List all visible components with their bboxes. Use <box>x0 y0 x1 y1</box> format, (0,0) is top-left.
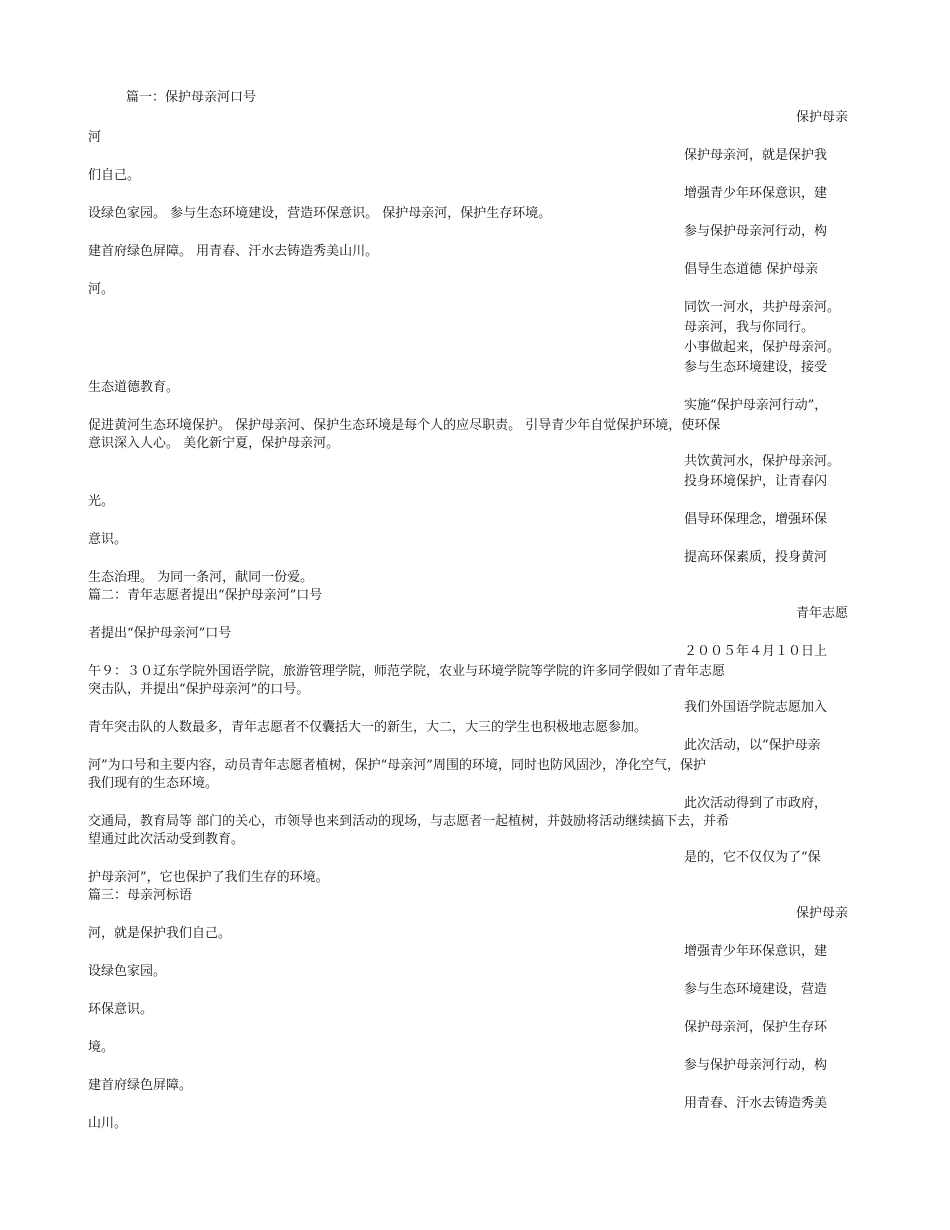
text-line: 参与保护母亲河行动，构 <box>684 224 828 239</box>
text-line: 参与保护母亲河行动，构 <box>684 1058 828 1073</box>
text-line: 青年志愿 <box>796 606 849 621</box>
text-line: 保护母亲 <box>796 906 849 921</box>
text-line: 境。 <box>88 1040 115 1055</box>
text-line: 保护母亲河，保护生存环 <box>684 1020 828 1035</box>
text-line: 同饮一河水，共护母亲河。 <box>684 300 841 315</box>
text-line: 午９：３０辽东学院外国语学院，旅游管理学院，师范学院，农业与环境学院等学院的许多同学假如了青年志愿 <box>88 664 726 679</box>
text-line: 是的，它不仅仅为了“保 <box>684 850 821 865</box>
text-line: 光。 <box>88 494 115 509</box>
text-line: 突击队，并提出“保护母亲河”的口号。 <box>88 682 310 697</box>
text-line: 母亲河，我与你同行。 <box>684 320 815 335</box>
text-line: 河 <box>88 130 102 145</box>
text-line: 生态治理。 为同一条河，献同一份爱。 <box>88 570 314 585</box>
text-line: 意识深入人心。 美化新宁夏，保护母亲河。 <box>88 436 340 451</box>
text-line: 保护母亲河，就是保护我 <box>684 148 828 163</box>
text-line: 青年突击队的人数最多，青年志愿者不仅囊括大一的新生，大二，大三的学生也积极地志愿参加。 <box>88 720 648 735</box>
text-line: 设绿色家园。 <box>88 964 167 979</box>
text-line: 设绿色家园。 参与生态环境建设，营造环保意识。 保护母亲河，保护生存环境。 <box>88 206 552 221</box>
text-line: 共饮黄河水，保护母亲河。 <box>684 454 841 469</box>
text-line: 我们外国语学院志愿加入 <box>684 700 828 715</box>
text-line: 增强青少年环保意识，建 <box>684 944 828 959</box>
text-line: 环保意识。 <box>88 1002 154 1017</box>
text-line: 河”为口号和主要内容，动员青年志愿者植树，保护“母亲河”周围的环境，同时也防风固沙，净化空气，保护 <box>88 758 706 773</box>
text-line: 们自己。 <box>88 168 141 183</box>
text-line: 河。 <box>88 282 115 297</box>
text-line: 倡导生态道德 保护母亲 <box>684 262 819 277</box>
text-line: 生态道德教育。 <box>88 380 180 395</box>
text-line: 河，就是保护我们自己。 <box>88 926 232 941</box>
section-heading: 篇三：母亲河标语 <box>88 888 193 903</box>
text-line: 投身环境保护，让青春闪 <box>684 474 828 489</box>
text-line: 建首府绿色屏障。 <box>88 1078 193 1093</box>
text-line: 交通局，教育局等 部门的关心，市领导也来到活动的现场，与志愿者一起植树，并鼓励将活动继续搞下去，并希 <box>88 814 730 829</box>
text-line: 提高环保素质，投身黄河 <box>684 550 828 565</box>
text-line: 护母亲河”，它也保护了我们生存的环境。 <box>88 870 329 885</box>
text-line: 增强青少年环保意识，建 <box>684 186 828 201</box>
text-line: 参与生态环境建设，营造 <box>684 982 828 997</box>
text-line: 我们现有的生态环境。 <box>88 776 219 791</box>
text-line: 望通过此次活动受到教育。 <box>88 832 245 847</box>
text-line: 倡导环保理念，增强环保 <box>684 512 828 527</box>
text-line: 促进黄河生态环境保护。 保护母亲河、保护生态环境是每个人的应尽职责。 引导青少年自觉保护环境，使环保 <box>88 418 721 433</box>
text-line: ２００５年４月１０日上 <box>684 644 828 659</box>
text-line: 此次活动得到了市政府， <box>684 796 828 811</box>
text-line: 者提出“保护母亲河”口号 <box>88 626 232 641</box>
text-line: 此次活动，以“保护母亲 <box>684 738 821 753</box>
text-line: 用青春、汗水去铸造秀美 <box>684 1096 828 1111</box>
text-line: 参与生态环境建设，接受 <box>684 360 828 375</box>
text-line: 山川。 <box>88 1116 128 1131</box>
text-line: 小事做起来，保护母亲河。 <box>684 340 841 355</box>
section-heading: 篇二：青年志愿者提出“保护母亲河”口号 <box>88 588 323 603</box>
text-line: 实施“保护母亲河行动”， <box>684 398 828 413</box>
section-heading: 篇一：保护母亲河口号 <box>126 90 257 105</box>
text-line: 意识。 <box>88 532 128 547</box>
text-line: 保护母亲 <box>796 110 849 125</box>
text-line: 建首府绿色屏障。 用青春、汗水去铸造秀美山川。 <box>88 244 379 259</box>
